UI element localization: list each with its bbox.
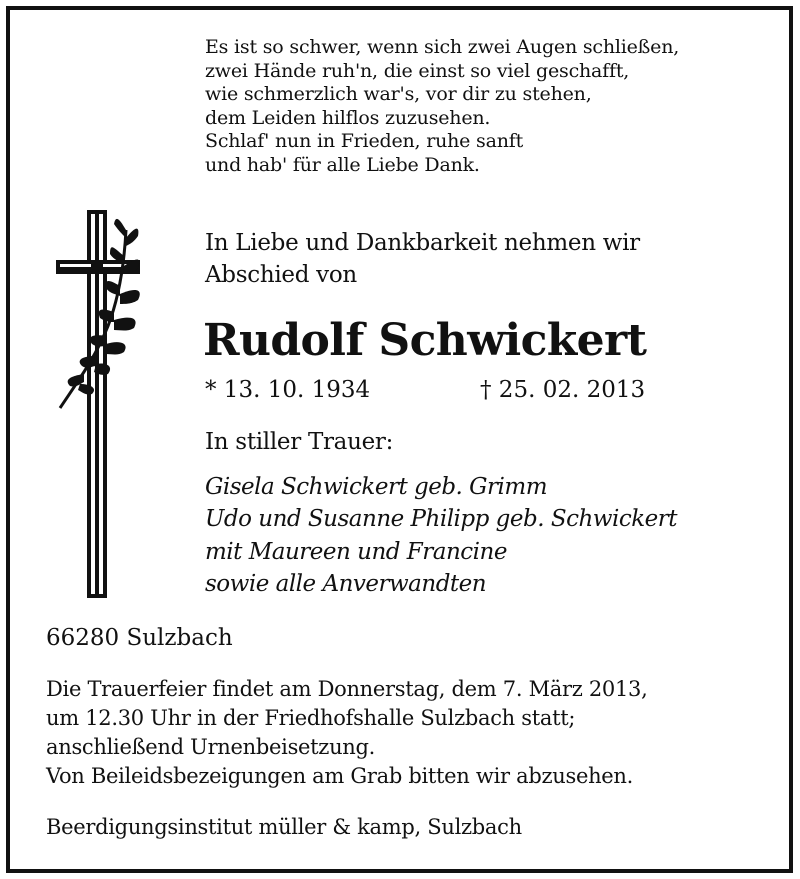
mourning-label: In stiller Trauer:: [205, 429, 394, 455]
deceased-name: Rudolf Schwickert: [203, 315, 647, 366]
mourner-line: sowie alle Anverwandten: [205, 570, 487, 597]
poem-line: zwei Hände ruh'n, die einst so viel geschafft,: [205, 59, 630, 82]
mourners-list: [205, 471, 677, 600]
poem-line: Es ist so schwer, wenn sich zwei Augen schließen,: [205, 36, 680, 58]
mourner-line: Gisela Schwickert geb. Grimm: [205, 474, 548, 500]
service-line: um 12.30 Uhr in der Friedhofshalle Sulzbach statt;: [46, 706, 576, 730]
death-date: † 25. 02. 2013: [480, 377, 646, 403]
poem: [205, 36, 725, 178]
poem-line: dem Leiden hilflos zuzusehen.: [205, 106, 491, 129]
life-dates: [205, 374, 725, 406]
service-line: Die Trauerfeier findet am Donnerstag, dem 7. März 2013,: [46, 677, 648, 701]
intro-line: Abschied von: [205, 262, 357, 288]
place-location: 66280 Sulzbach: [46, 625, 233, 651]
mourner-line: mit Maureen und Francine: [205, 538, 507, 565]
service-line: Von Beileidsbezeigungen am Grab bitten wir abzusehen.: [46, 764, 634, 788]
undertaker: Beerdigungsinstitut müller & kamp, Sulzbach: [46, 815, 522, 839]
intro-line: In Liebe und Dankbarkeit nehmen wir: [205, 230, 640, 256]
poem-line: und hab' für alle Liebe Dank.: [205, 153, 480, 176]
farewell-intro: [205, 227, 745, 291]
cross-with-palm-branch-icon: [50, 208, 154, 600]
poem-line: wie schmerzlich war's, vor dir zu stehen,: [205, 83, 592, 106]
poem-line: Schlaf' nun in Frieden, ruhe sanft: [205, 130, 524, 153]
funeral-service-info: [46, 675, 648, 791]
mourner-line: Udo und Susanne Philipp geb. Schwickert: [205, 506, 678, 533]
birth-date: * 13. 10. 1934: [205, 377, 371, 403]
service-line: anschließend Urnenbeisetzung.: [46, 735, 376, 759]
